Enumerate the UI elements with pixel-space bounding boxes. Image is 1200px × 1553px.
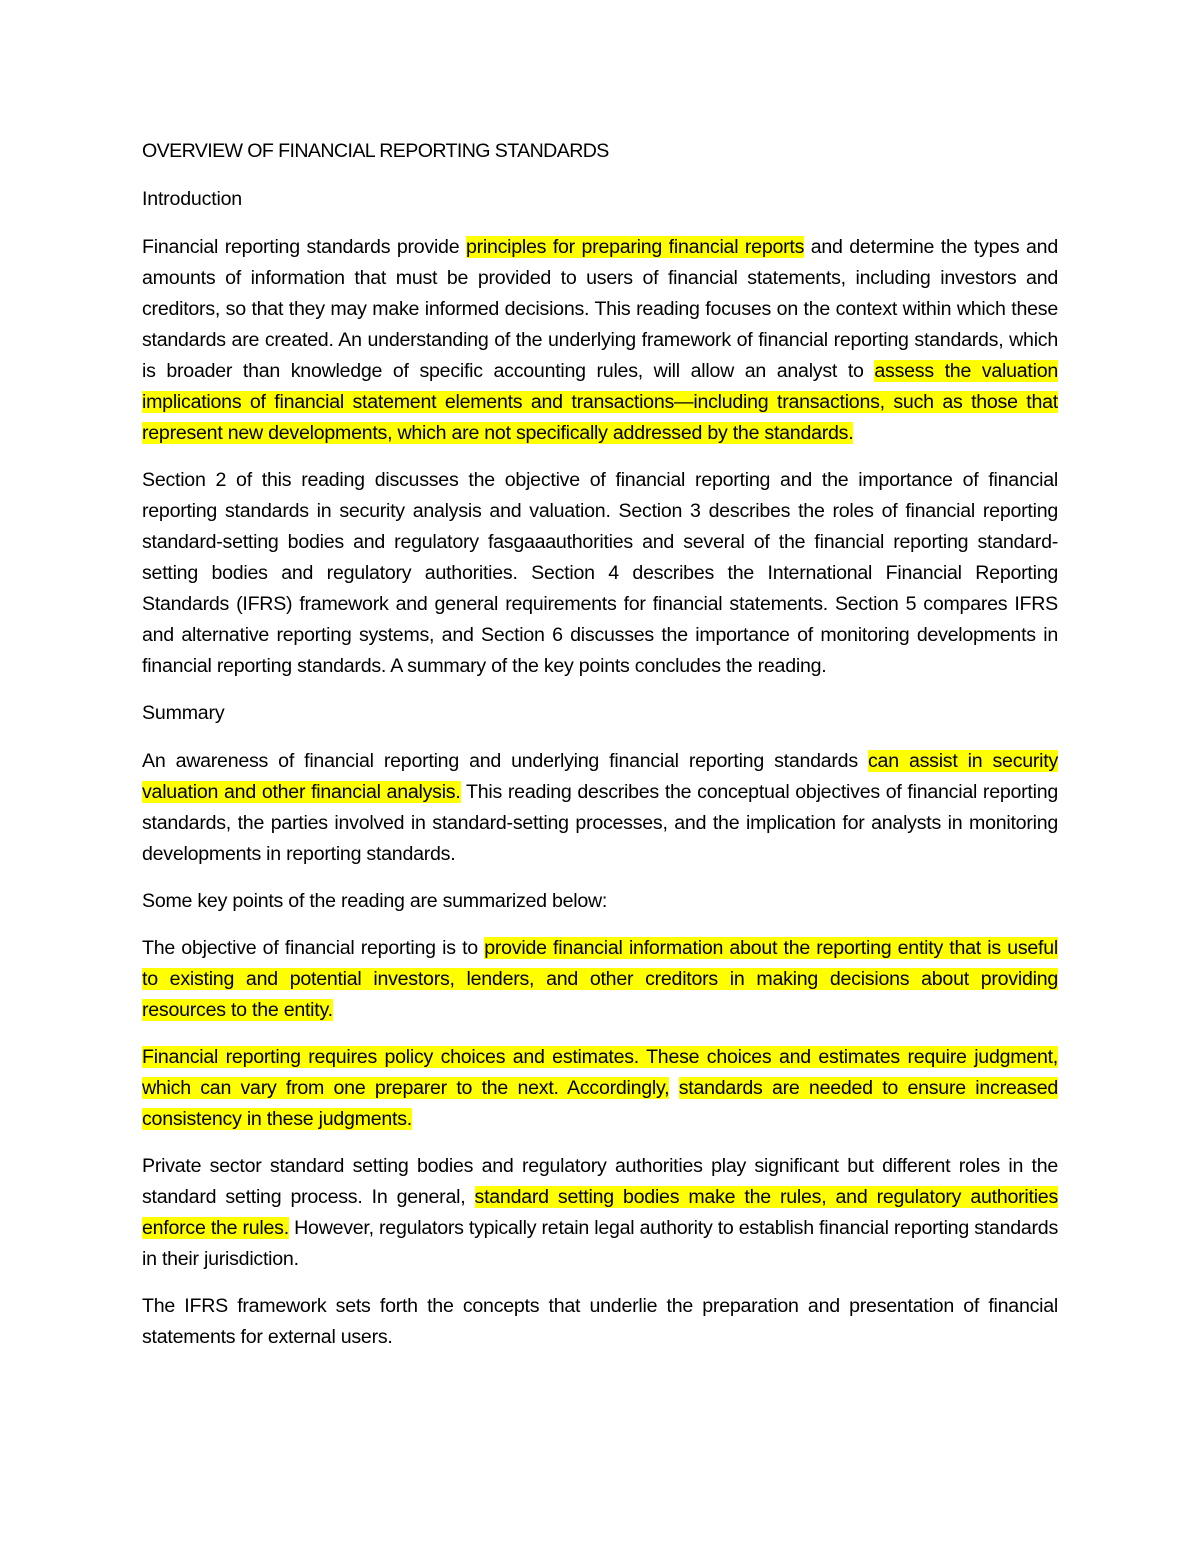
text-run: However, regulators typically retain legal authority to establish financial reporting standards in their jurisdiction. — [142, 1217, 1058, 1270]
summary-paragraph-2 — [142, 886, 1058, 917]
summary-heading: Summary — [142, 702, 225, 724]
text-run: Some key points of the reading are summarized below: — [142, 890, 608, 912]
text-run: Private sector standard setting bodies and regulatory authorities play significant but different roles in the standard setting process. In general, — [142, 1155, 1058, 1208]
text-run: and determine the types and amounts of information that must be provided to users of financial statements, including investors and creditors, so that they may make informed decisions. This reading focuses on the context within which these standards are created. An understanding of the underlying framework of financial reporting standards, which is broader than knowledge of specific accounting rules, will allow an analyst to — [142, 236, 1058, 382]
highlighted-text: provide financial information about the reporting entity that is useful to existing and potential investors, lenders, and other creditors in making decisions about providing resources to the entity. — [142, 937, 1058, 1021]
highlighted-text: assess the valuation implications of financial statement elements and transactions—including transactions, such as those that represent new developments, which are not specifically addressed by the standards. — [142, 360, 1058, 444]
summary-paragraph-5 — [142, 1151, 1058, 1275]
intro-paragraph-1 — [142, 232, 1058, 449]
document-title: OVERVIEW OF FINANCIAL REPORTING STANDARDS — [142, 140, 609, 162]
summary-paragraph-1 — [142, 746, 1058, 870]
text-run: This reading describes the conceptual objectives of financial reporting standards, the parties involved in standard-setting processes, and the implication for analysts in monitoring developments in reporting standards. — [142, 781, 1058, 865]
text-run: The IFRS framework sets forth the concepts that underlie the preparation and presentation of financial statements for external users. — [142, 1295, 1058, 1348]
text-run: The objective of financial reporting is to — [142, 937, 485, 959]
summary-paragraph-4 — [142, 1042, 1058, 1135]
text-run: Section 2 of this reading discusses the objective of financial reporting and the importance of financial reporting standards in security analysis and valuation. Section 3 describes the roles of financial reporting standard-setting bodies and regulatory fasgaaauthorities and several of the financial reporting standard-setting bodies and regulatory authorities. Section 4 describes the International Financial Reporting Standards (IFRS) framework and general requirements for financial statements. Section 5 compares IFRS and alternative reporting systems, and Section 6 discusses the importance of monitoring developments in financial reporting standards. A summary of the key points concludes the reading. — [142, 469, 1058, 677]
highlighted-text: standards are needed to ensure increased consistency in these judgments. — [142, 1077, 1058, 1130]
text-run: An awareness of financial reporting and underlying financial reporting standards — [142, 750, 868, 772]
highlighted-text: principles for preparing financial reports — [465, 236, 805, 258]
text-run: Financial reporting standards provide — [142, 236, 466, 258]
summary-paragraph-3 — [142, 933, 1058, 1026]
highlighted-text: Financial reporting requires policy choices and estimates. These choices and estimates require judgment, which can vary from one preparer to the next. Accordingly, — [142, 1046, 1058, 1099]
intro-paragraph-2 — [142, 465, 1058, 682]
summary-paragraph-6 — [142, 1291, 1058, 1353]
intro-heading: Introduction — [142, 188, 242, 210]
highlighted-text: can assist in security valuation and other financial analysis. — [142, 750, 1059, 803]
document-page — [142, 136, 1058, 1369]
highlighted-text: standard setting bodies make the rules, and regulatory authorities enforce the rules. — [142, 1186, 1058, 1239]
text-run — [669, 1077, 678, 1099]
